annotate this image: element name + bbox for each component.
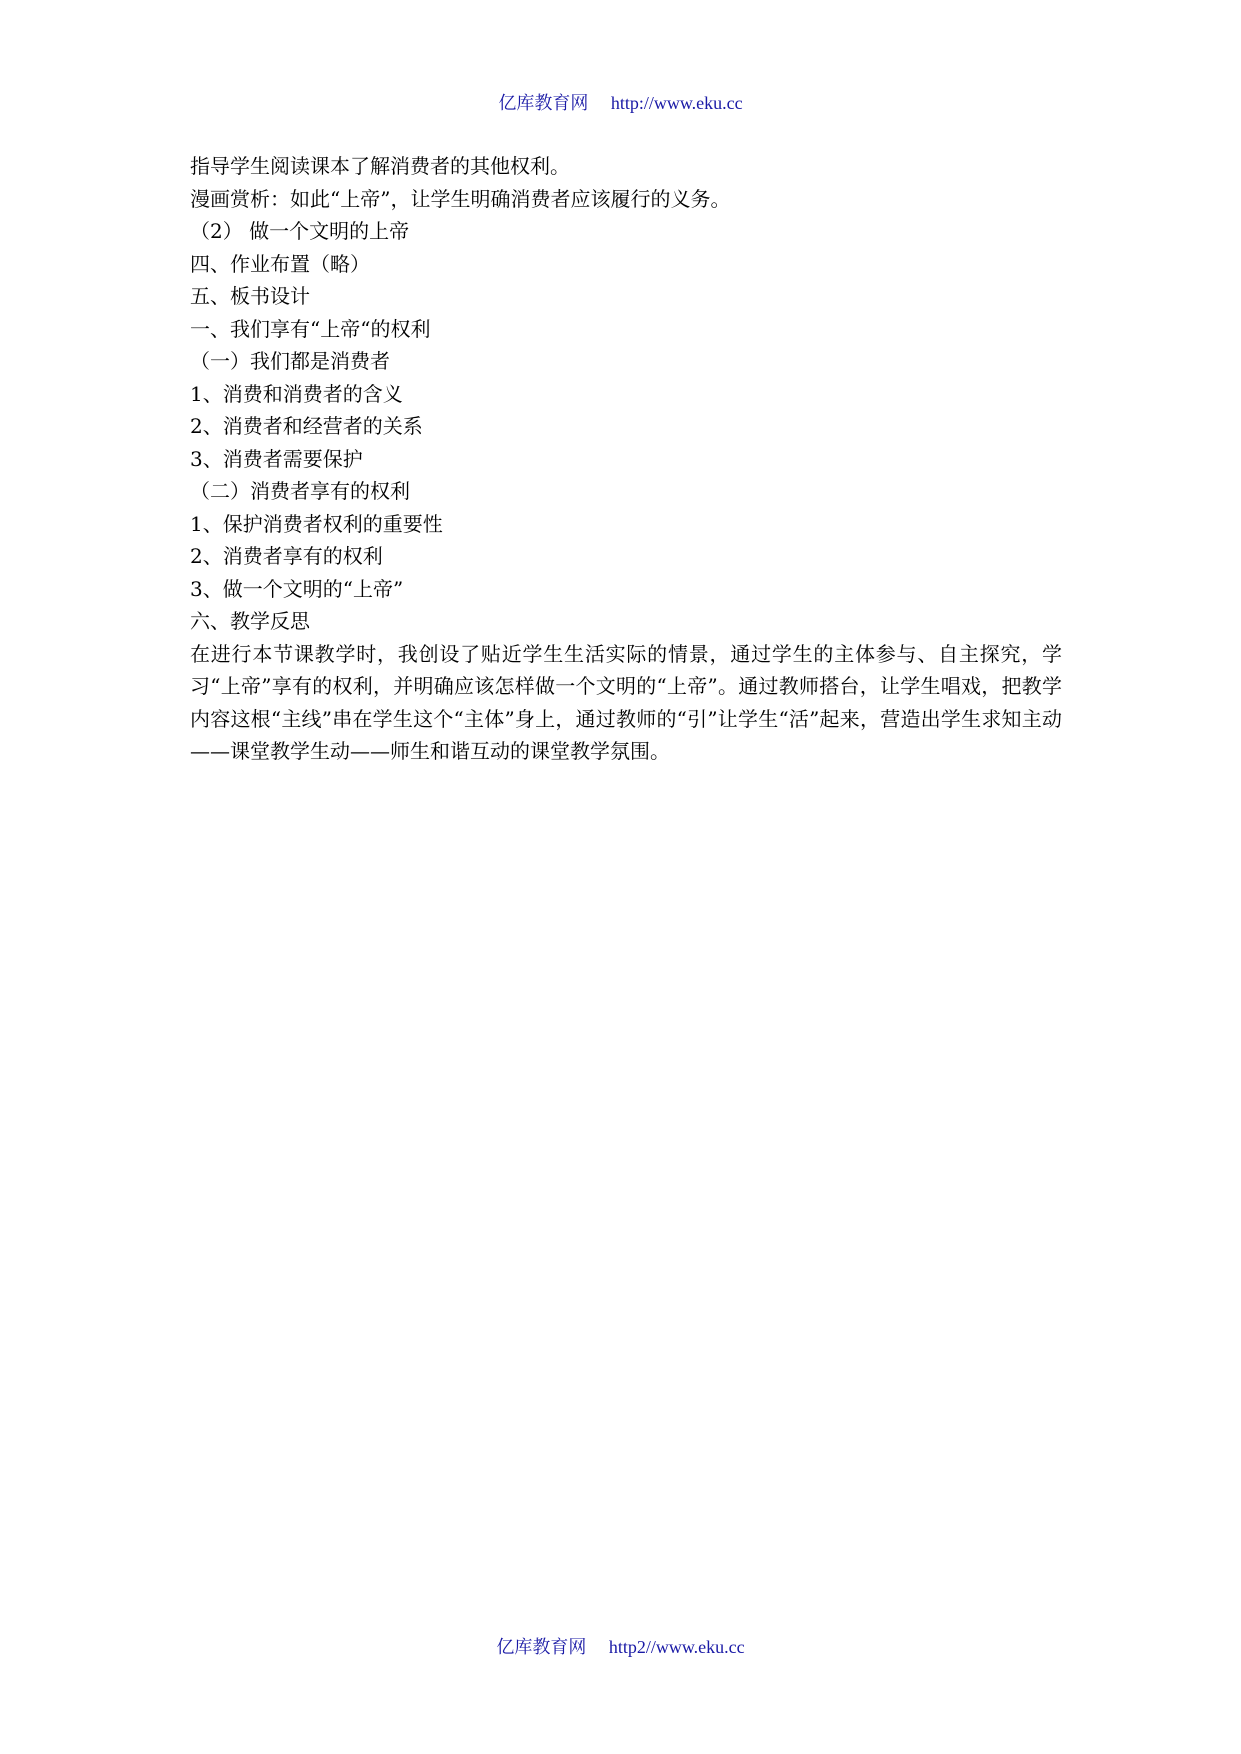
outline-subheading: （一）我们都是消费者 xyxy=(190,349,390,373)
section-heading-homework: 四、作业布置（略） xyxy=(190,251,370,276)
document-body xyxy=(190,150,1062,768)
footer-site-name: 亿库教育网 xyxy=(496,1637,587,1657)
section-heading-board-design: 五、板书设计 xyxy=(190,284,310,308)
header-site-name: 亿库教育网 xyxy=(498,93,589,113)
outline-item: 3、做一个文明的“上帝” xyxy=(190,576,404,601)
outline-item: 2、消费者和经营者的关系 xyxy=(190,414,423,438)
body-line: 漫画赏析：如此“上帝”，让学生明确消费者应该履行的义务。 xyxy=(190,186,731,211)
outline-subheading: （二）消费者享有的权利 xyxy=(190,479,410,503)
page-header xyxy=(0,89,1241,115)
outline-heading: 一、我们享有“上帝“的权利 xyxy=(190,316,431,341)
footer-url[interactable]: http2//www.eku.cc xyxy=(608,1637,745,1657)
body-line: （2） 做一个文明的上帝 xyxy=(190,219,410,243)
outline-item: 2、消费者享有的权利 xyxy=(190,544,383,568)
page-footer xyxy=(0,1633,1241,1659)
header-url[interactable]: http://www.eku.cc xyxy=(610,93,743,113)
outline-item: 1、保护消费者权利的重要性 xyxy=(190,511,443,536)
body-line: 指导学生阅读课本了解消费者的其他权利。 xyxy=(190,154,570,178)
reflection-paragraph: 在进行本节课教学时，我创设了贴近学生生活实际的情景，通过学生的主体参与、自主探究，学习“上帝”享有的权利，并明确应该怎样做一个文明的“上帝”。通过教师搭台，让学生唱戏，把教学内容这根“主线”串在学生这个“主体”身上，通过教师的“引”让学生“活”起来，营造出学生求知主动——课堂教学生动——师生和谐互动的课堂教学氛围。 xyxy=(190,641,1062,763)
outline-item: 1、消费和消费者的含义 xyxy=(190,381,403,406)
section-heading-reflection: 六、教学反思 xyxy=(190,609,310,633)
outline-item: 3、消费者需要保护 xyxy=(190,446,363,471)
